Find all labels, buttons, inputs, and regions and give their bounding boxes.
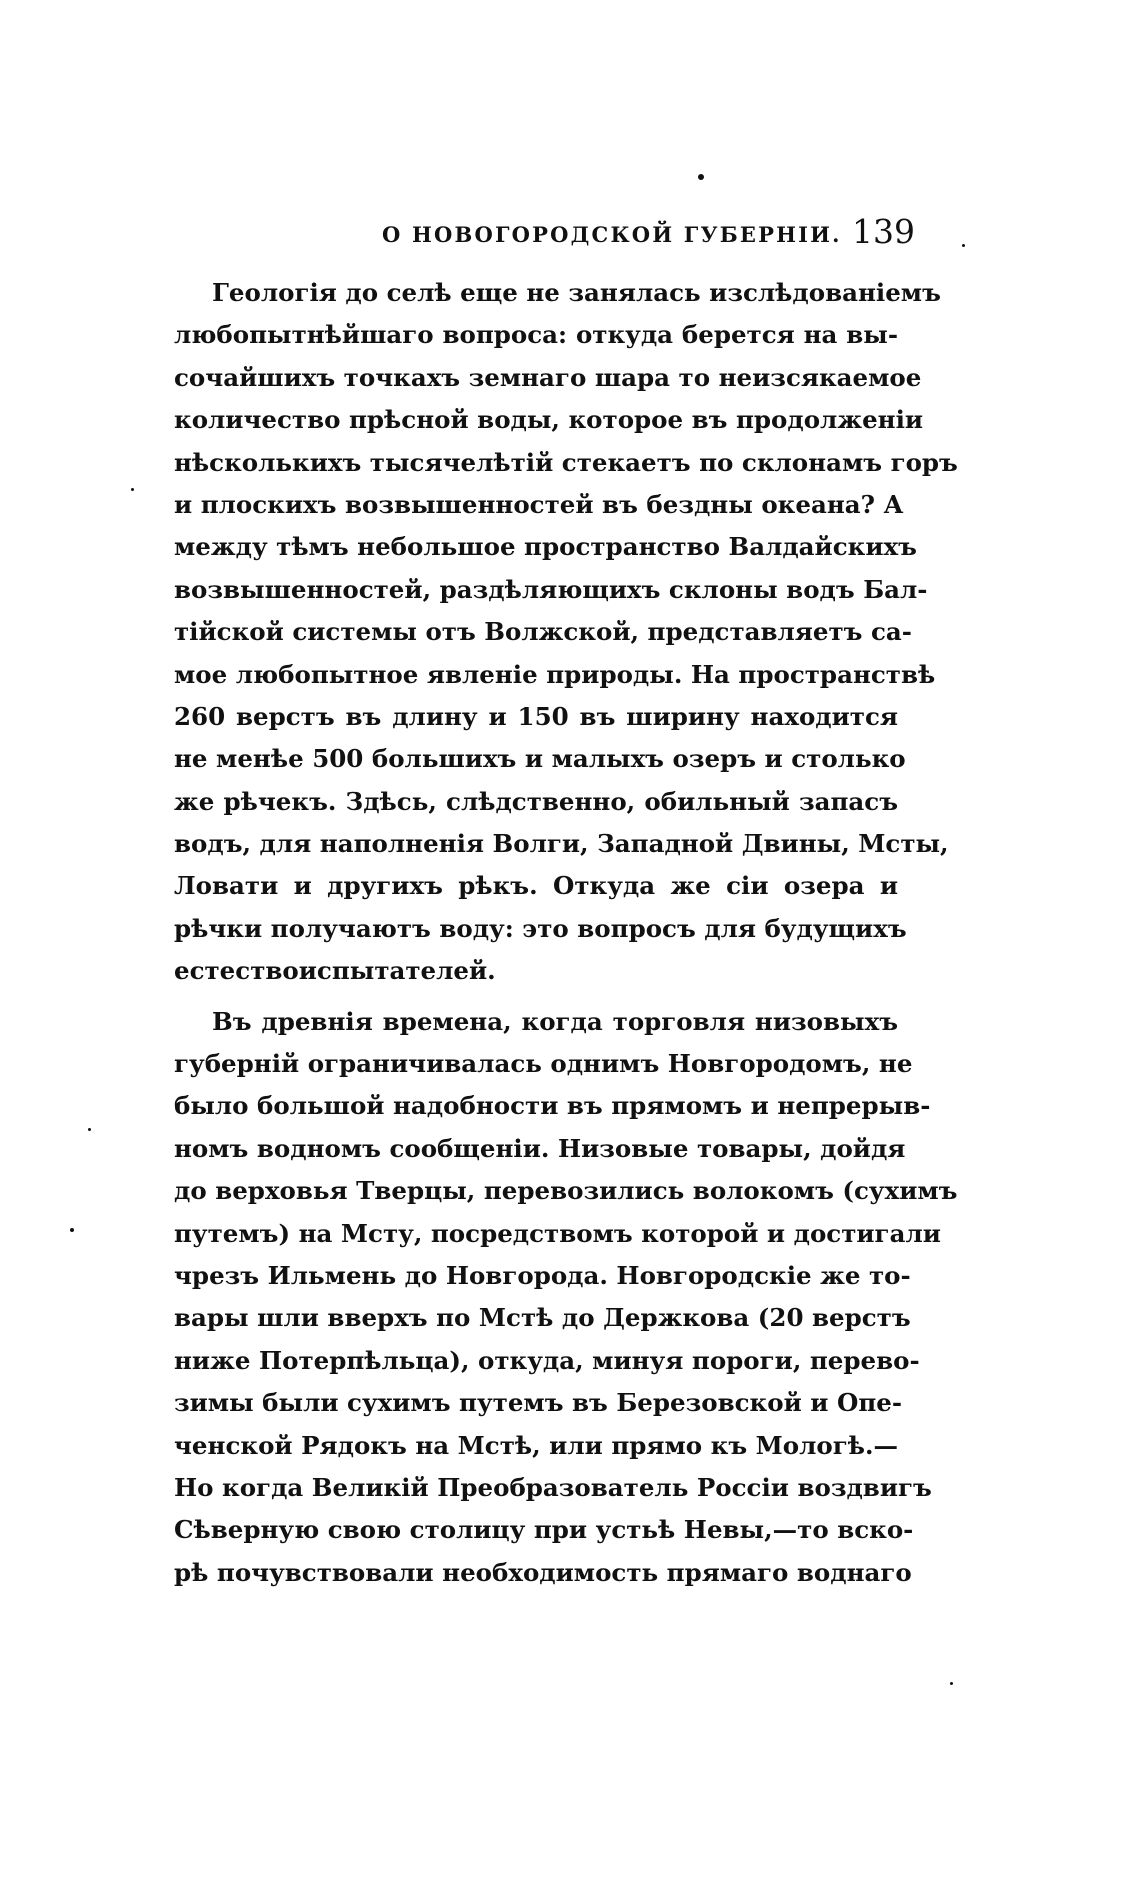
print-speck	[88, 1128, 91, 1131]
text-line: нѣсколькихъ тысячелѣтій стекаетъ по склонамъ горъ	[174, 447, 958, 477]
text-line: вары шли вверхъ по Мстѣ до Держкова (20 верстъ	[174, 1303, 911, 1333]
print-speck	[70, 1228, 74, 1232]
text-line: до верховья Тверцы, перевозились волокомъ (сухимъ	[174, 1176, 958, 1206]
text-line: и плоскихъ возвышенностей въ бездны океана? А	[174, 489, 904, 519]
text-line: зимы были сухимъ путемъ въ Березовской и Опе-	[174, 1388, 903, 1418]
text-line: номъ водномъ сообщеніи. Низовые товары, дойдя	[174, 1133, 906, 1163]
text-line: между тѣмъ небольшое пространство Валдайскихъ	[174, 532, 917, 562]
text-line: количество прѣсной воды, которое въ продолженіи	[174, 405, 924, 435]
print-speck	[698, 174, 704, 180]
print-speck	[950, 1682, 953, 1685]
page-number: 139	[852, 212, 915, 251]
page-header	[0, 212, 1140, 262]
paragraph	[174, 272, 958, 993]
text-line: водъ, для наполненія Волги, Западной Двины, Мсты,	[174, 829, 949, 859]
text-line: 260 верстъ въ длину и 150 въ ширину находится	[174, 701, 898, 731]
text-line: естествоиспытателей.	[174, 956, 496, 986]
paragraph	[174, 1001, 958, 1594]
body-text	[174, 272, 958, 1594]
text-line: рѣ почувствовали необходимость прямаго воднаго	[174, 1557, 912, 1587]
text-line: губерній ограничивалась однимъ Новгородомъ, не	[174, 1049, 913, 1079]
text-line: не менѣе 500 большихъ и малыхъ озеръ и столько	[174, 744, 906, 774]
print-speck	[131, 488, 134, 491]
text-line: Сѣверную свою столицу при устьѣ Невы,—то вско-	[174, 1515, 914, 1545]
text-line: рѣчки получаютъ воду: это вопросъ для будущихъ	[174, 913, 907, 943]
text-line: путемъ) на Мсту, посредствомъ которой и достигали	[174, 1218, 941, 1248]
text-line: сочайшихъ точкахъ земнаго шара то неизсякаемое	[174, 362, 922, 392]
text-line: Но когда Великій Преобразователь Россіи воздвигъ	[174, 1472, 932, 1502]
text-line: любопытнѣйшаго вопроса: откуда берется на вы-	[174, 320, 898, 350]
text-line: было большой надобности въ прямомъ и непрерыв-	[174, 1091, 931, 1121]
text-line: ченской Рядокъ на Мстѣ, или прямо къ Мологѣ.—	[174, 1430, 898, 1460]
text-line: же рѣчекъ. Здѣсь, слѣдственно, обильный запасъ	[174, 786, 898, 816]
paragraph-gap	[174, 993, 898, 1001]
text-line: ниже Потерпѣльца), откуда, минуя пороги, перево-	[174, 1345, 920, 1375]
text-line: Геологія до селѣ еще не занялась изслѣдованіемъ	[212, 278, 941, 307]
running-head: О НОВОГОРОДСКОЙ ГУБЕРНІИ.	[382, 222, 842, 247]
text-line: Ловати и другихъ рѣкъ. Откуда же сіи озера и	[174, 871, 898, 901]
text-line: возвышенностей, раздѣляющихъ склоны водъ Бал-	[174, 574, 928, 604]
text-line: чрезъ Ильмень до Новгорода. Новгородскіе же то-	[174, 1260, 911, 1290]
text-line: мое любопытное явленіе природы. На пространствѣ	[174, 659, 936, 689]
text-line: тійской системы отъ Волжской, представляетъ са-	[174, 617, 912, 647]
text-line: Въ древнія времена, когда торговля низовыхъ	[212, 1006, 898, 1036]
